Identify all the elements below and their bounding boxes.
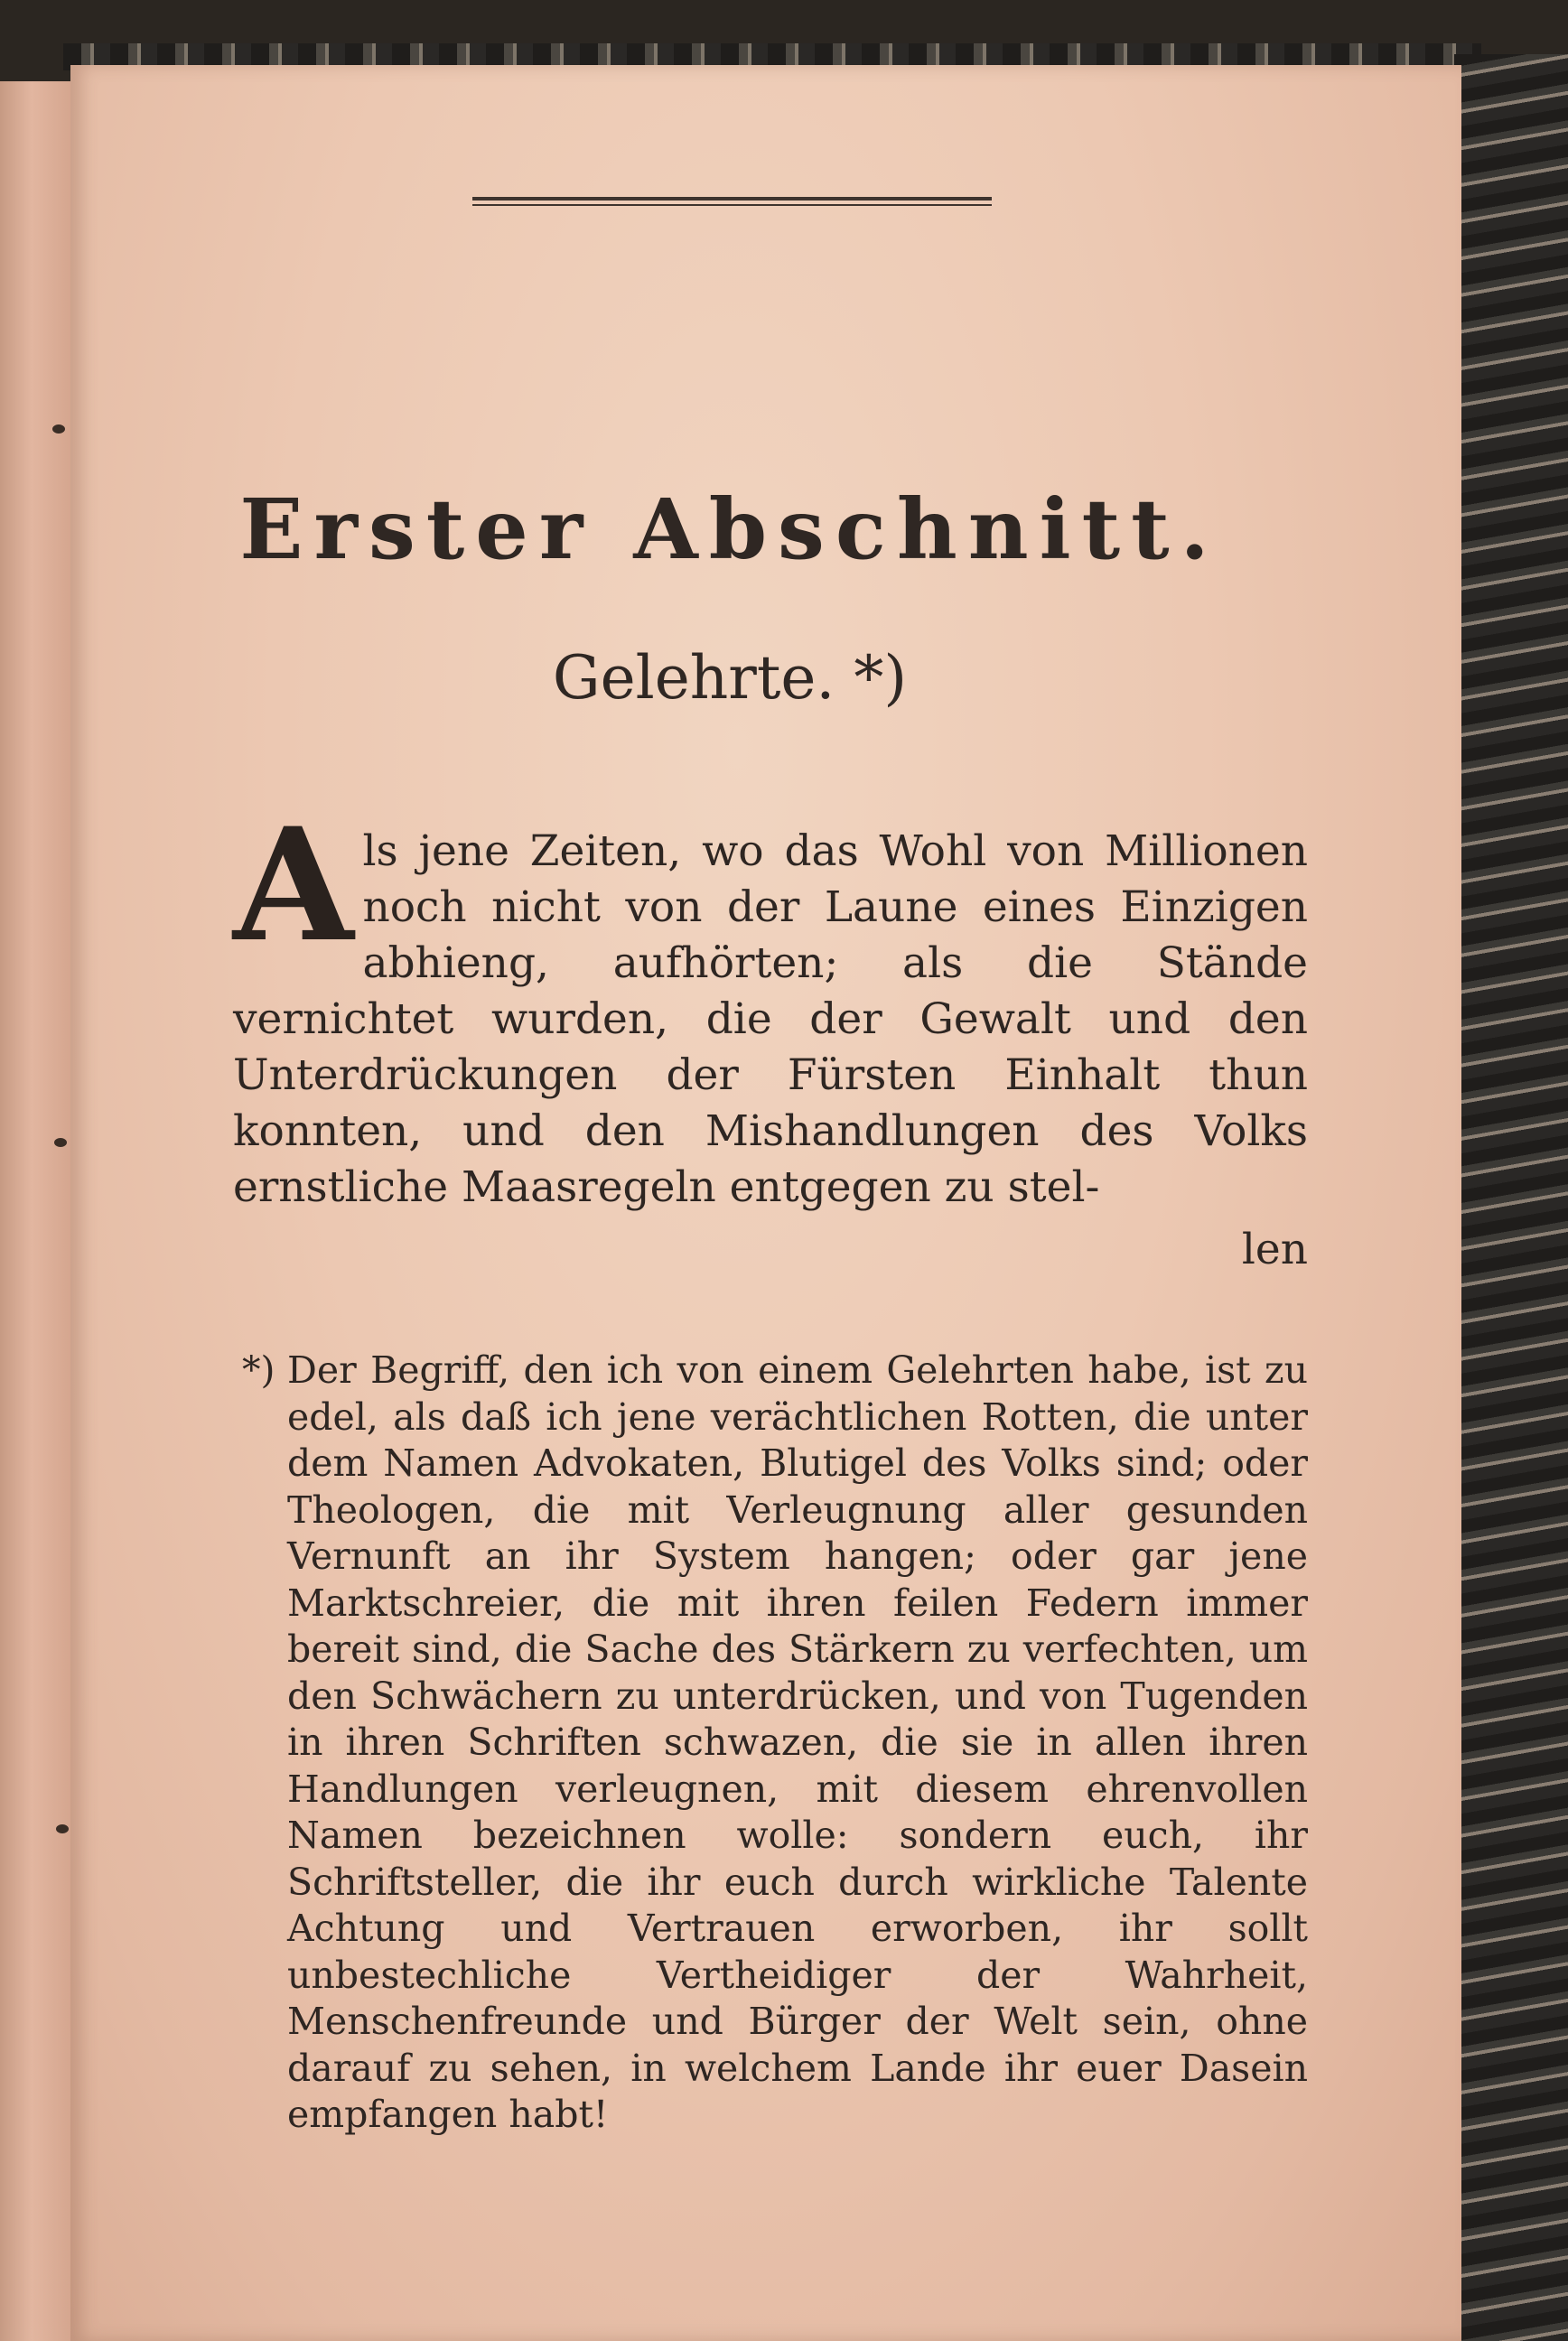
chapter-heading: Erster Abschnitt. xyxy=(239,480,1220,578)
catchword: len xyxy=(1241,1225,1308,1274)
footnote-text: Der Begriff, den ich von einem Gelehrten habe, ist zu edel, als daß ich jene verächtlichen Rotten, die unter dem Namen Advokaten, Blutigel des Volks sind; oder Theologen, die mit Verleugnung aller gesunden Vernunft an ihr System hangen; oder gar jene Marktschreier, die mit ihren feilen Federn immer bereit sind, die Sache des Stärkern zu verfechten, um den Schwächern zu unterdrücken, und von Tugenden in ihren Schriften schwazen, die sie in allen ihren Handlungen verleugnen, mit diesem ehrenvollen Namen bezeichnen wolle: sondern euch, ihr Schriftsteller, die ihr euch durch wirkliche Talente Achtung und Vertrauen erworben, ihr sollt unbestechliche Vertheidiger der Wahrheit, Menschenfreunde und Bürger der Welt sein, ohne darauf zu sehen, in welchem Lande ihr euer Dasein empfangen habt! xyxy=(287,1348,1308,2136)
binding-stitch xyxy=(52,424,65,434)
footnote-marker: *) xyxy=(242,1348,275,1392)
body-paragraph xyxy=(233,793,1308,1216)
header-rule xyxy=(472,197,992,206)
body-text: ls jene Zeiten, wo das Wohl von Millionen noch nicht von der Laune eines Einzigen abhieng, aufhörten; als die Stände vernichtet wurden, die der Gewalt und den Unterdrückungen der Fürsten Einhalt thun konnten, und den Mishandlungen des Volks ernstliche Maasregeln entgegen zu stel- xyxy=(233,826,1308,1212)
book-page xyxy=(70,65,1461,2341)
drop-cap: A xyxy=(233,793,354,976)
previous-page-edge xyxy=(0,81,73,2341)
section-subheading: Gelehrte. *) xyxy=(552,643,908,713)
footnote xyxy=(242,1348,1308,2139)
binding-stitch xyxy=(56,1824,69,1833)
book-cover-right-edge xyxy=(1454,54,1568,2341)
binding-stitch xyxy=(54,1138,67,1147)
